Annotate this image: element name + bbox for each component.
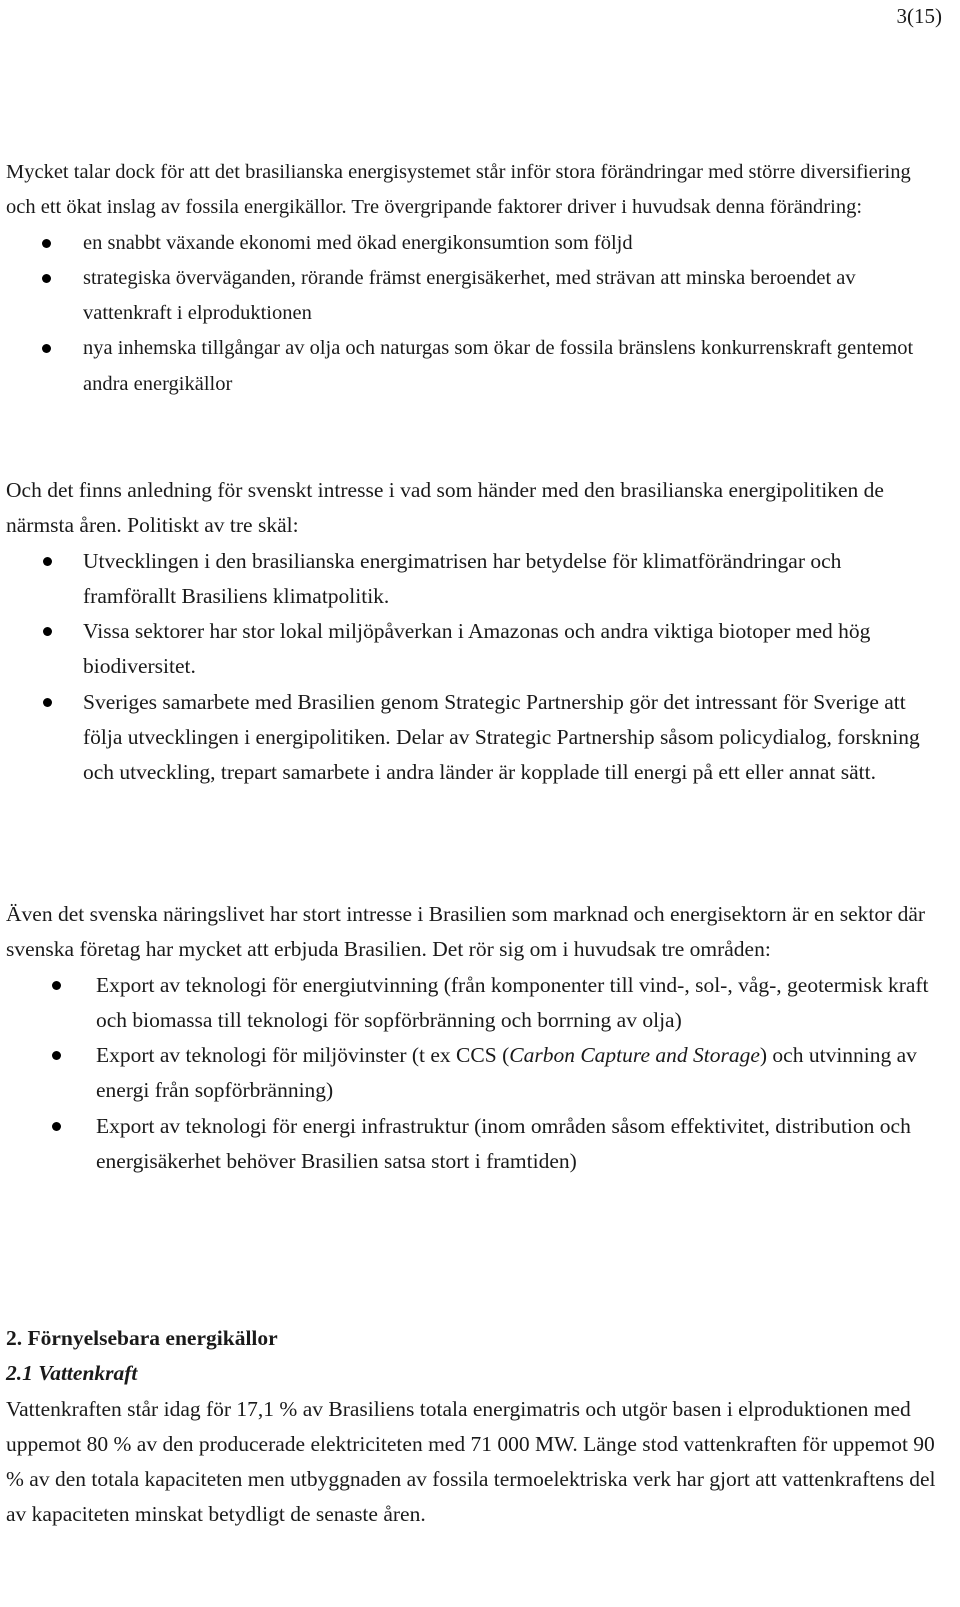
intro-section bbox=[6, 155, 936, 402]
business-bullet bbox=[6, 1038, 936, 1109]
business-bullet-text: ) och utvinning av energi från sopförbränning) bbox=[96, 1043, 917, 1103]
intro-paragraph: Mycket talar dock för att det brasilianska energisystemet står inför stora förändringar med större diversifiering och ett ökat inslag av fossila energikällor. Tre övergripande faktorer driver i huvudsak denna förändring: bbox=[6, 161, 911, 219]
intro-bullet: nya inhemska tillgångar av olja och naturgas som ökar de fossila bränslens konkurrenskraft gentemot andra energikällor bbox=[6, 331, 936, 402]
interest-paragraph: Och det finns anledning för svenskt intresse i vad som händer med den brasilianska energipolitiken de närmsta åren. Politiskt av tre skäl: bbox=[6, 478, 884, 538]
interest-bullet: Vissa sektorer har stor lokal miljöpåverkan i Amazonas och andra viktiga biotoper med hög biodiversitet. bbox=[6, 614, 936, 685]
business-paragraph: Även det svenska näringslivet har stort intresse i Brasilien som marknad och energisektorn är en sektor där svenska företag har mycket att erbjuda Brasilien. Det rör sig om i huvudsak tre områden: bbox=[6, 902, 926, 962]
page-number: 3(15) bbox=[896, 4, 942, 28]
business-bullet-list bbox=[6, 968, 936, 1180]
hydropower-section bbox=[6, 1321, 936, 1533]
section-heading: 2. Förnyelsebara energikällor bbox=[6, 1326, 278, 1350]
intro-bullet-list bbox=[6, 226, 936, 402]
intro-bullet: en snabbt växande ekonomi med ökad energikonsumtion som följd bbox=[6, 226, 936, 261]
hydropower-paragraph: Vattenkraften står idag för 17,1 % av Brasiliens totala energimatris och utgör basen i elproduktionen med uppemot 80 % av den producerade elektriciteten med 71 000 MW. Länge stod vattenkraften för uppemot 90 % av den totala kapaciteten men utbyggnaden av fossila termoelektriska verk har gjort att vattenkraftens del av kapaciteten minskat betydligt de senaste åren. bbox=[6, 1396, 936, 1527]
ccs-term: Carbon Capture and Storage bbox=[509, 1043, 760, 1068]
subsection-heading: 2.1 Vattenkraft bbox=[6, 1361, 138, 1386]
interest-bullet: Sveriges samarbete med Brasilien genom Strategic Partnership gör det intressant för Sverige att följa utvecklingen i energipolitiken. Delar av Strategic Partnership såsom policydialog, forskning och utveckling, trepart samarbete i andra länder är kopplade till energi på ett eller annat sätt. bbox=[6, 685, 936, 791]
intro-bullet: strategiska överväganden, rörande främst energisäkerhet, med strävan att minska beroendet av vattenkraft i elproduktionen bbox=[6, 261, 936, 332]
interest-bullet: Utvecklingen i den brasilianska energimatrisen har betydelse för klimatförändringar och framförallt Brasiliens klimatpolitik. bbox=[6, 544, 936, 615]
business-section bbox=[6, 897, 936, 1179]
business-bullet: Export av teknologi för energi infrastruktur (inom områden såsom effektivitet, distribution och energisäkerhet behöver Brasilien satsa stort i framtiden) bbox=[6, 1109, 936, 1180]
interest-section bbox=[6, 473, 936, 791]
interest-bullet-list bbox=[6, 544, 936, 791]
business-bullet: Export av teknologi för energiutvinning (från komponenter till vind-, sol-, våg-, geotermisk kraft och biomassa till teknologi för sopförbränning och borrning av olja) bbox=[6, 968, 936, 1039]
business-bullet-text: Export av teknologi för miljövinster (t ex CCS ( bbox=[96, 1043, 510, 1068]
